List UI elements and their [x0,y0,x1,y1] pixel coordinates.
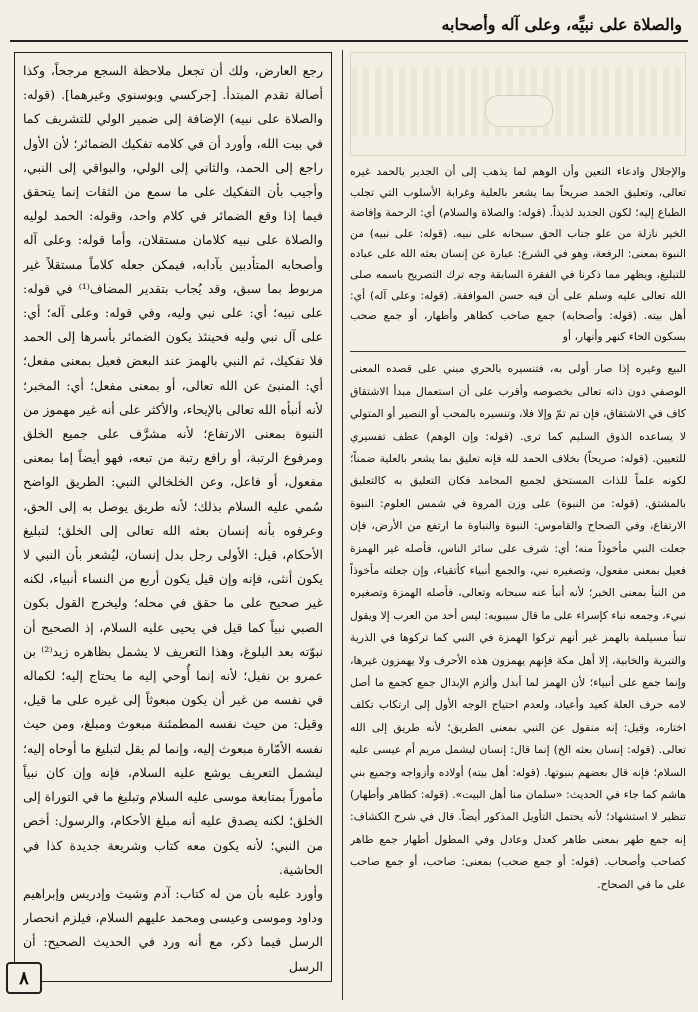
ornament-cartouche [485,95,553,127]
right-top-paragraph: والإجلال وادعاء التعين وأن الوهم لما يذهب إلى أن الجدير بالحمد غيره تعالى، وتعليق الحمد صريحاً بما يشعر بالعلية وغرابة الأسلوب التي تجلب الطباع إليه؛ لكون الجديد لذيذاً. (قوله: والصلاة والسلام) أي: الرحمة وإفاضة الخير نازلة من علو جناب الحق سبحانه على نبيه. (قوله: على نبيه) من النبوة بمعنى: الرفعة، وهو في الشرع: عبارة عن إنسان بعثه الله على عباده للتبليغ، ويظهر مما ذكرنا في الفقرة السابقة وجه ترك التصريح باسمه صلى الله تعالى عليه وسلم على أن فيه حسن الموافقة. (قوله: وعلى آله) أي: أهل بيته. (قوله: وأصحابه) جمع صاحب كطاهر وأطهار، أو جمع صحب بسكون الحاء كنهر وأنهار، أو [350,165,686,343]
right-main-paragraph: البيع وغيره إذا صار أولى به، فتنسيره بالحري مبني على قصده المعنى الوصفي دون ذاته تعالى بخصوصه وأقرب على أن استعمال مبدأ الاشتقاق كاف في الاشتقاق، فإن تم تمّ وإلا فلا، وتنسيره بالمحب أو النصير أو المتولي لا يساعده الذوق السليم كما ترى. (قوله: وإن الوهم) عطف تفسيري للتعيين. (قوله: صريحاً) بخلاف الحمد لله فإنه تعليق بما يشعر بالعلية ضمناً؛ لكونه علماً للذات المستحق لجميع المحامد فكان التعليق به كالتعليق بالمشتق. (قوله: من النبوة) على وزن المروة في شمس العلوم: النبوة الارتفاع، وفي الصحاح والقاموس: النبوة والنباوة ما ارتفع من الأرض، فإن جعلت النبي مأخوذاً منه؛ أي: شرف على سائر الناس، فأصله غير الهمزة فعيل بمعنى مفعول، وتصغيره نبي، والجمع أنبياء كأتقياء، وإن جعلته مأخوذاً من النبأ بمعنى الخبر؛ لأنه أنبأ عنه سبحانه وتعالى، فأصله الهمزة وتصغيره نبيء، وجمعه نباء كإسراء على ما قال سيبويه: ليس أحد من العرب إلا ويقول تنبأ مسيلمة بالهمز غير أنهم تركوا الهمزة في النبي كما تركوها في الذرية والتبرية والخابية، إلا أهل مكة فإنهم يهمزون هذه الأحرف ولا يهمزون غيرها، وإنما جمع على أنبياء؛ لأن الهمز لما أبدل وألزم الإبدال جمع كجمع ما أصل لامه حرف العلة كعيد وأعياد، ولعدم احتياج الوجه الأول إلى ارتكاب تكلف اختاره، وقيل: إنه منقول عن النبي بمعنى الطريق؛ لأنه طريق إلى الله تعالى. (قوله: إنسان بعثه الخ) إنما قال: إنسان ليشمل مريم أم عيسى عليه السلام؛ فإنه قال بعضهم بنبوتها. (قوله: أهل بيته) أولاده وأزواجه وجميع بني هاشم كما جاء في الحديث: «سلمان منا أهل البيت». (قوله: كطاهر وأطهار) تنظير لا استشهاد؛ لأنه يحتمل التأويل المذكور أيضاً. قال في شرح الكشاف: إنه جمع طهر بمعنى طاهر كعدل وعادل وفي المطول أطهار جمع طاهر كصاحب وأصحاب. (قوله: أو جمع صحب) بمعنى: صاحب، أو جمع صاحب على ما في الصحاح. [350,362,686,891]
right-top-commentary [350,162,686,352]
left-paragraph-2: وأورد عليه بأن من له كتاب: آدم وشيث وإدريس وإبراهيم وداود وموسى وعيسى ومحمد عليهم السلام، فيلزم انحصار الرسل فيما ذكر، مع أنه ورد في الحديث الصحيح: أن الرسل [23,885,323,974]
right-column [350,52,686,992]
header-title: والصلاة على نبيِّه، وعلى آله وأصحابه [441,15,682,34]
right-main-commentary [350,352,686,896]
left-column-text [23,59,323,975]
header-rule [10,40,688,42]
page-number: ٨ [6,962,42,994]
faded-ornament [350,52,686,156]
running-header [10,12,688,38]
left-column-box [14,52,332,982]
column-divider [342,50,343,1000]
left-paragraph-1: رجع العارض، ولك أن تجعل ملاحظة السجع مرجحاً، وكذا أصالة تقدم المبتدأ. [جركسي وبوسنوي وغيرهما]. (قوله: والصلاة على نبيه) الإضافة إلى ضمير الولي للتشريف كما في بيت الله، وأورد أن في كلامه تفكيك الضمائر؛ لأن الأول راجع إلى الحمد، والثاني إلى الولي، والبواقي إلى النبي، وأجيب بأن التفكيك على ما سمع من الثقات إنما يتحقق فيما إذا وقع الضمائر في كلام واحد، وقوله: الحمد لوليه والصلاة على نبيه كلامان مستقلان، وأما قوله: وعلى آله وأصحابه المتأدبين بآدابه، فيمكن جعله كلاماً مستقلاً غير مربوط بما سبق، وقد يُجاب بتقدير المضاف⁽¹⁾ في قوله: على نبيه؛ أي: على نبي وليه، وفي قوله: وعلى آله؛ أي: على آل نبي وليه فحينئذ يكون الضمائر بأسرها إلى الحمد فلا تفكيك، ثم النبي بالهمز عند البعض فعيل بمعنى مفعل؛ أي: المنبئ عن الله تعالى، أو بمعنى مفعل؛ أي: المخبر؛ لأنه أنبأه الله تعالى بالإيحاء، والأكثر على أنه غير مهموز من النبوة بمعنى الارتفاع؛ لأنه مشرَّف على جميع الخلق ومرفوع الرتبة، أو رافع رتبة من تبعه، فهو أيضاً إما بمعنى مفعول، أو فاعل، وعن الخلخالي النبي: الطريق الواضح سُمي عليه السلام بذلك؛ لأنه طريق يوصل به إلى الحق، وعرفوه بأنه إنسان بعثه الله تعالى إلى الخلق؛ لتبليغ الأحكام، قيل: الأولى رجل بدل إنسان، ليُشعر بأن النبي لا يكون أنثى، فإنه وإن قيل يكون أربع من النساء أنبياء، لكنه غير صحيح على ما حقق في محله؛ وليخرج القول بكون الصبي نبياً كما قيل في يحيى عليه السلام، إذ الصحيح أن نبوّته بعد البلوغ، وهذا التعريف لا يشمل بظاهره زيد⁽²⁾ بن عمرو بن نفيل؛ لأنه إنما أُوحي إليه ما يحتاج إليه؛ لكماله في نفسه من غير أن يكون مبعوثاً إلى غيره على ما قيل، وقيل: من حيث نفسه المطمئنة مبعوث ومبلغ، ومن حيث نفسه الأمّارة مبعوث إليه، وإنما لم يقل لتبليغ ما أوحاه إليه؛ ليشمل التعريف يوشع عليه السلام، فإنه وإن كان نبياً مأموراً بمتابعة موسى عليه السلام وتبليغ ما في التوراة إلى الخلق؛ لكنه يصدق عليه أنه مبلغ الأحكام، والرسول: أخص من النبي؛ لأنه يكون معه كتاب وشريعة جديدة كذا في الحاشية. [23,63,323,877]
